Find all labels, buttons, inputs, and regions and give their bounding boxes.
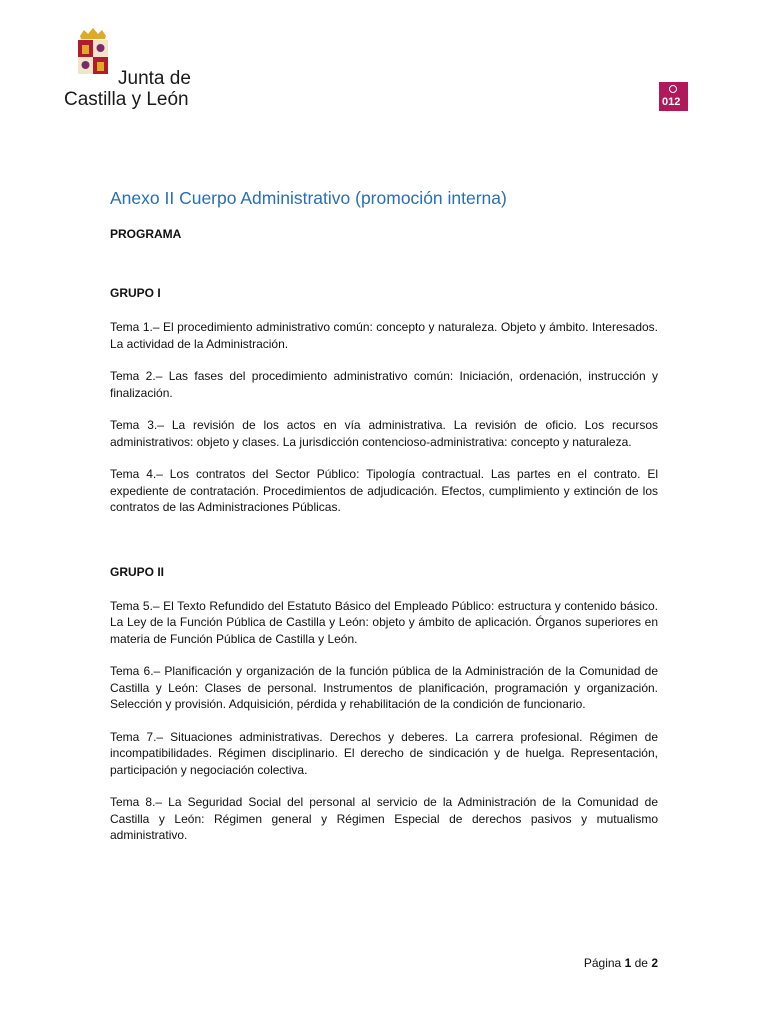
document-title: Anexo II Cuerpo Administrativo (promoción interna) [110,188,507,208]
spacer [110,532,658,565]
badge-ring-icon [669,85,677,93]
tema-4: Tema 4.– Los contratos del Sector Público: Tipología contractual. Las partes en el contrato. El expediente de contratación. Procedimientos de adjudicación. Efectos, cumplimiento y extinción de los contratos de las Administraciones Públicas. [110,467,658,514]
tema-8: Tema 8.– La Seguridad Social del personal al servicio de la Administración de la Comunidad de Castilla y León: Régimen general y Régimen Especial de derechos pasivos y mutualismo administrativo. [110,795,658,842]
badge-text: 012 [662,96,681,108]
logo-line-2: Castilla y León [64,89,189,110]
tema-6: Tema 6.– Planificación y organización de la función pública de la Administración de la Comunidad de Castilla y León: Clases de personal. Instrumentos de planificación, programación y organización. Selección y provisión. Adquisición, pérdida y rehabilitación de la condición de funcionario. [110,664,658,711]
logo-line-1: Junta de [118,68,191,89]
tema-1: Tema 1.– El procedimiento administrativo común: concepto y naturaleza. Objeto y ámbito. Interesados. La actividad de la Administración. [110,320,658,351]
current-page: 1 [624,956,632,970]
page-word: Página [583,956,622,970]
page-number [584,956,658,970]
tema-5: Tema 5.– El Texto Refundido del Estatuto Básico del Empleado Público: estructura y contenido básico. La Ley de la Función Pública de Castilla y León: objeto y ámbito de aplicación. Órganos superiores en materia de Función Pública de Castilla y León. [110,598,658,646]
grupo-1-label: GRUPO I [110,286,161,300]
junta-logo [64,28,204,108]
of-word: de [634,956,648,970]
tema-2: Tema 2.– Las fases del procedimiento administrativo común: Iniciación, ordenación, instrucción y finalización. [110,369,658,400]
total-pages: 2 [651,956,658,970]
document-body [110,188,658,860]
programa-label: PROGRAMA [110,227,182,241]
tema-7: Tema 7.– Situaciones administrativas. Derechos y deberes. La carrera profesional. Régimen de incompatibilidades. Régimen disciplinario. El derecho de sindicación y de huelga. Representación, participación y negociación colectiva. [110,729,658,777]
012-badge [659,82,688,111]
grupo-2-label: GRUPO II [110,564,165,579]
tema-3: Tema 3.– La revisión de los actos en vía administrativa. La revisión de oficio. Los recursos administrativos: objeto y clases. La jurisdicción contencioso-administrativa: concepto y naturaleza. [110,418,658,449]
